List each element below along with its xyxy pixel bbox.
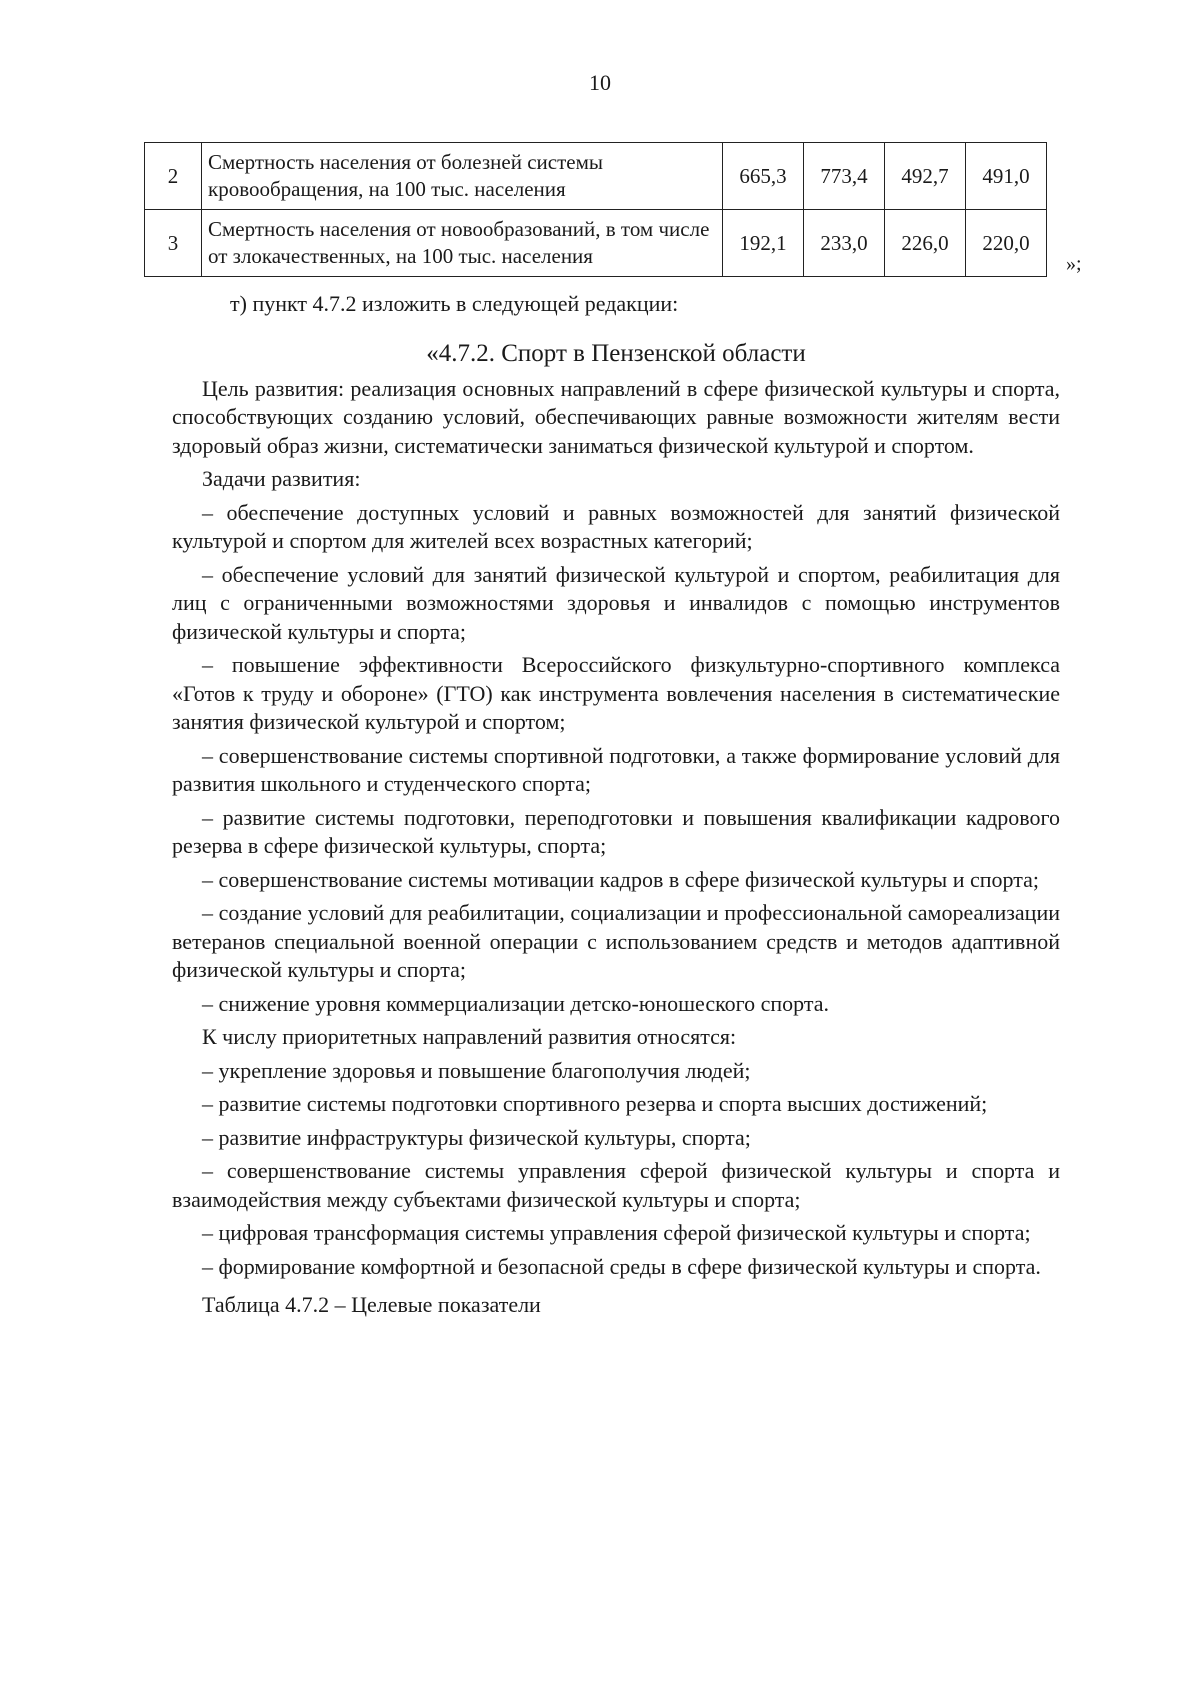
page-number: 10 [589,70,611,95]
indicator-name: Смертность населения от болезней системы кровообращения, на 100 тыс. населения [202,143,723,210]
tasks-heading: Задачи развития: [202,466,361,491]
list-item: – развитие системы подготовки спортивного резерва и спорта высших достижений; [202,1091,988,1116]
value-cell: 192,1 [723,210,804,277]
value-cell: 233,0 [804,210,885,277]
list-item: – обеспечение условий для занятий физической культурой и спортом, реабилитация для лиц с ограниченными возможностями здоровья и инвалидов с помощью инструментов физической культуры и спорта; [172,561,1060,644]
table-row [145,143,1047,210]
list-item: – совершенствование системы мотивации кадров в сфере физической культуры и спорта; [202,866,1039,892]
list-item: – цифровая трансформация системы управления сферой физической культуры и спорта; [202,1220,1031,1245]
row-number: 2 [145,143,202,210]
list-item: – совершенствование системы спортивной подготовки, а также формирование условий для развития школьного и студенческого спорта; [172,742,1060,796]
row-number: 3 [145,210,202,277]
list-item: – создание условий для реабилитации, социализации и профессиональной самореализации ветеранов специальной военной операции с использованием средств и методов адаптивной физической культуры и спорта; [172,900,1060,982]
priorities-heading: К числу приоритетных направлений развития относятся: [202,1024,737,1049]
section-heading: «4.7.2. Спорт в Пензенской области [426,339,806,367]
list-item: – развитие инфраструктуры физической культуры, спорта; [202,1124,751,1150]
value-cell: 491,0 [966,143,1047,210]
value-cell: 220,0 [966,210,1047,277]
list-item: – развитие системы подготовки, переподготовки и повышения квалификации кадрового резерва в сфере физической культуры, спорта; [172,804,1060,858]
list-item: – формирование комфортной и безопасной среды в сфере физической культуры и спорта. [202,1253,1041,1279]
value-cell: 773,4 [804,143,885,210]
table-caption: Таблица 4.7.2 – Целевые показатели [202,1292,541,1317]
closing-quote: »; [1066,253,1082,275]
goal-paragraph: Цель развития: реализация основных направлений в сфере физической культуры и спорта, способствующих созданию условий, обеспечивающих равные возможности жителям вести здоровый образ жизни, систематически заниматься физической культурой и спортом. [172,375,1060,458]
value-cell: 226,0 [885,210,966,277]
list-item: – укрепление здоровья и повышение благополучия людей; [202,1057,751,1083]
list-item: – снижение уровня коммерциализации детско-юношеского спорта. [202,990,830,1016]
table-row [145,210,1047,277]
list-item: – повышение эффективности Всероссийского физкультурно-спортивного комплекса «Готов к труду и обороне» (ГТО) как инструмента вовлечения населения в систематические занятия физической культурой и спортом; [172,652,1060,734]
value-cell: 665,3 [723,143,804,210]
indicators-table [144,142,1047,277]
value-cell: 492,7 [885,143,966,210]
amendment-line: т) пункт 4.7.2 изложить в следующей редакции: [230,291,679,316]
indicator-name: Смертность населения от новообразований, в том числе от злокачественных, на 100 тыс. населения [202,210,723,277]
list-item: – совершенствование системы управления сферой физической культуры и спорта и взаимодействия между субъектами физической культуры и спорта; [172,1158,1060,1212]
document-body [172,290,1060,1325]
list-item: – обеспечение доступных условий и равных возможностей для занятий физической культурой и спортом для жителей всех возрастных категорий; [172,499,1060,553]
